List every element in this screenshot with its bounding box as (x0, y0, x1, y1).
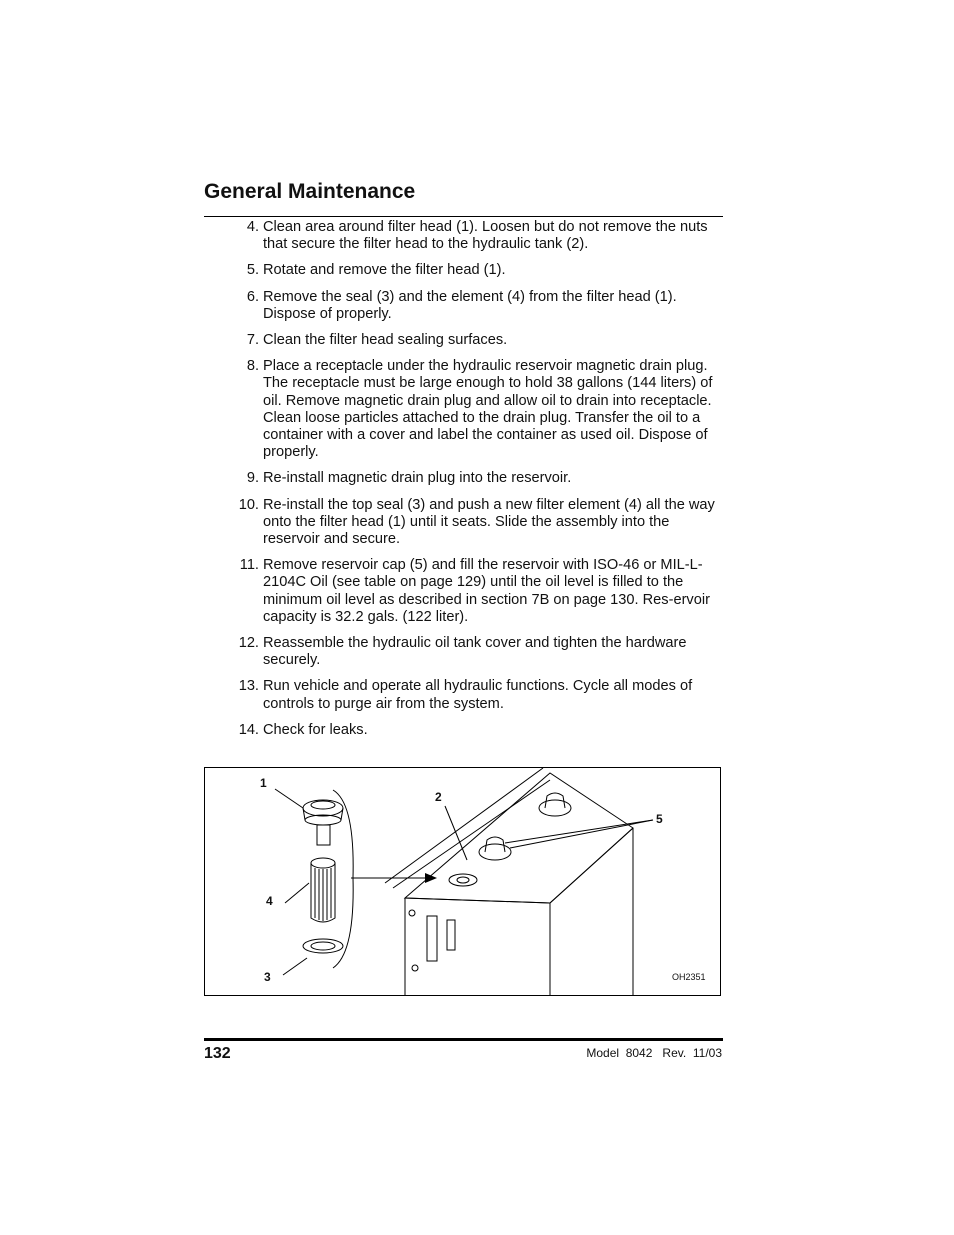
procedure-steps (204, 219, 726, 739)
leader-4 (285, 883, 309, 903)
step-item (204, 557, 726, 626)
step-item (204, 358, 726, 461)
step-text: Rotate and remove the filter head (1). (263, 262, 506, 279)
step-text: Clean the filter head sealing surfaces. (263, 332, 508, 349)
hydraulic-tank-illustration (205, 768, 720, 995)
step-number: 8. (246, 358, 259, 375)
filter-element-top (311, 858, 335, 868)
level-indicator (447, 920, 455, 950)
step-text: Reassemble the hydraulic oil tank cover and tighten the hardware securely. (263, 635, 687, 669)
step-item (204, 470, 726, 487)
step-number: 10. (238, 496, 259, 513)
leader-3 (283, 958, 307, 975)
step-number: 7. (246, 332, 259, 349)
page-title: General Maintenance (204, 180, 416, 203)
footer-model-rev: Model 8042 Rev. 11/03 (586, 1046, 722, 1060)
title-rule (204, 216, 723, 217)
figure-code: OH2351 (672, 972, 706, 982)
reservoir-cap (479, 844, 511, 860)
callout-1: 1 (260, 776, 267, 790)
step-text: Remove reservoir cap (5) and fill the reservoir with ISO-46 or MIL-L-2104C Oil (see table on page 129) until the oil level is filled to the minimum oil level as described in section 7B on page 130. Res-ervoir capacity is 32.2 gals. (122 liter). (263, 557, 710, 625)
step-number: 4. (246, 219, 259, 235)
step-item (204, 289, 726, 323)
callout-3: 3 (264, 970, 271, 984)
step-item (204, 497, 726, 549)
callout-5: 5 (656, 812, 663, 826)
step-text: Remove the seal (3) and the element (4) from the filter head (1). Dispose of properly. (263, 288, 677, 322)
step-number: 6. (246, 288, 259, 305)
page-number: 132 (204, 1045, 231, 1062)
seal (303, 939, 343, 953)
step-text: Place a receptacle under the hydraulic reservoir magnetic drain plug. The receptacle must be large enough to hold 38 gallons (144 liters) of oil. Remove magnetic drain plug and allow oil to drain into receptacle. Clean loose particles attached to the drain plug. Transfer the oil to a container with a cover and label the container as used oil. Dispose of properly. (263, 358, 713, 461)
filter-head-top (311, 801, 335, 809)
filter-port (449, 874, 477, 886)
leader-2 (445, 806, 467, 860)
breather-cap (539, 800, 571, 816)
step-number: 13. (238, 678, 259, 695)
leader-1 (275, 789, 303, 808)
step-number: 11. (239, 557, 259, 574)
step-item (204, 678, 726, 712)
step-item (204, 722, 726, 739)
filter-head-stem (317, 825, 330, 845)
step-number: 12. (238, 635, 259, 652)
step-text: Clean area around filter head (1). Loosen but do not remove the nuts that secure the filter head to the hydraulic tank (2). (263, 219, 708, 253)
step-text: Re-install magnetic drain plug into the reservoir. (263, 470, 572, 487)
callout-2: 2 (435, 790, 442, 804)
leader-5 (505, 820, 653, 843)
step-text: Check for leaks. (263, 721, 368, 738)
filter-head (303, 800, 343, 816)
footer-rule (204, 1038, 723, 1041)
step-number: 14. (238, 721, 259, 738)
callout-4: 4 (266, 894, 273, 908)
step-number: 9. (246, 470, 259, 487)
step-item (204, 262, 726, 279)
sight-gauge (427, 916, 437, 961)
step-text: Re-install the top seal (3) and push a new filter element (4) all the way onto the filter head (1) until it seats. Slide the assembly into the reservoir and secure. (263, 496, 715, 548)
filter-replacement-figure (204, 767, 721, 996)
step-item (204, 219, 726, 253)
step-text: Run vehicle and operate all hydraulic functions. Cycle all modes of controls to purge air from the system. (263, 678, 693, 712)
step-item (204, 635, 726, 669)
step-item (204, 332, 726, 349)
step-number: 5. (246, 262, 259, 279)
